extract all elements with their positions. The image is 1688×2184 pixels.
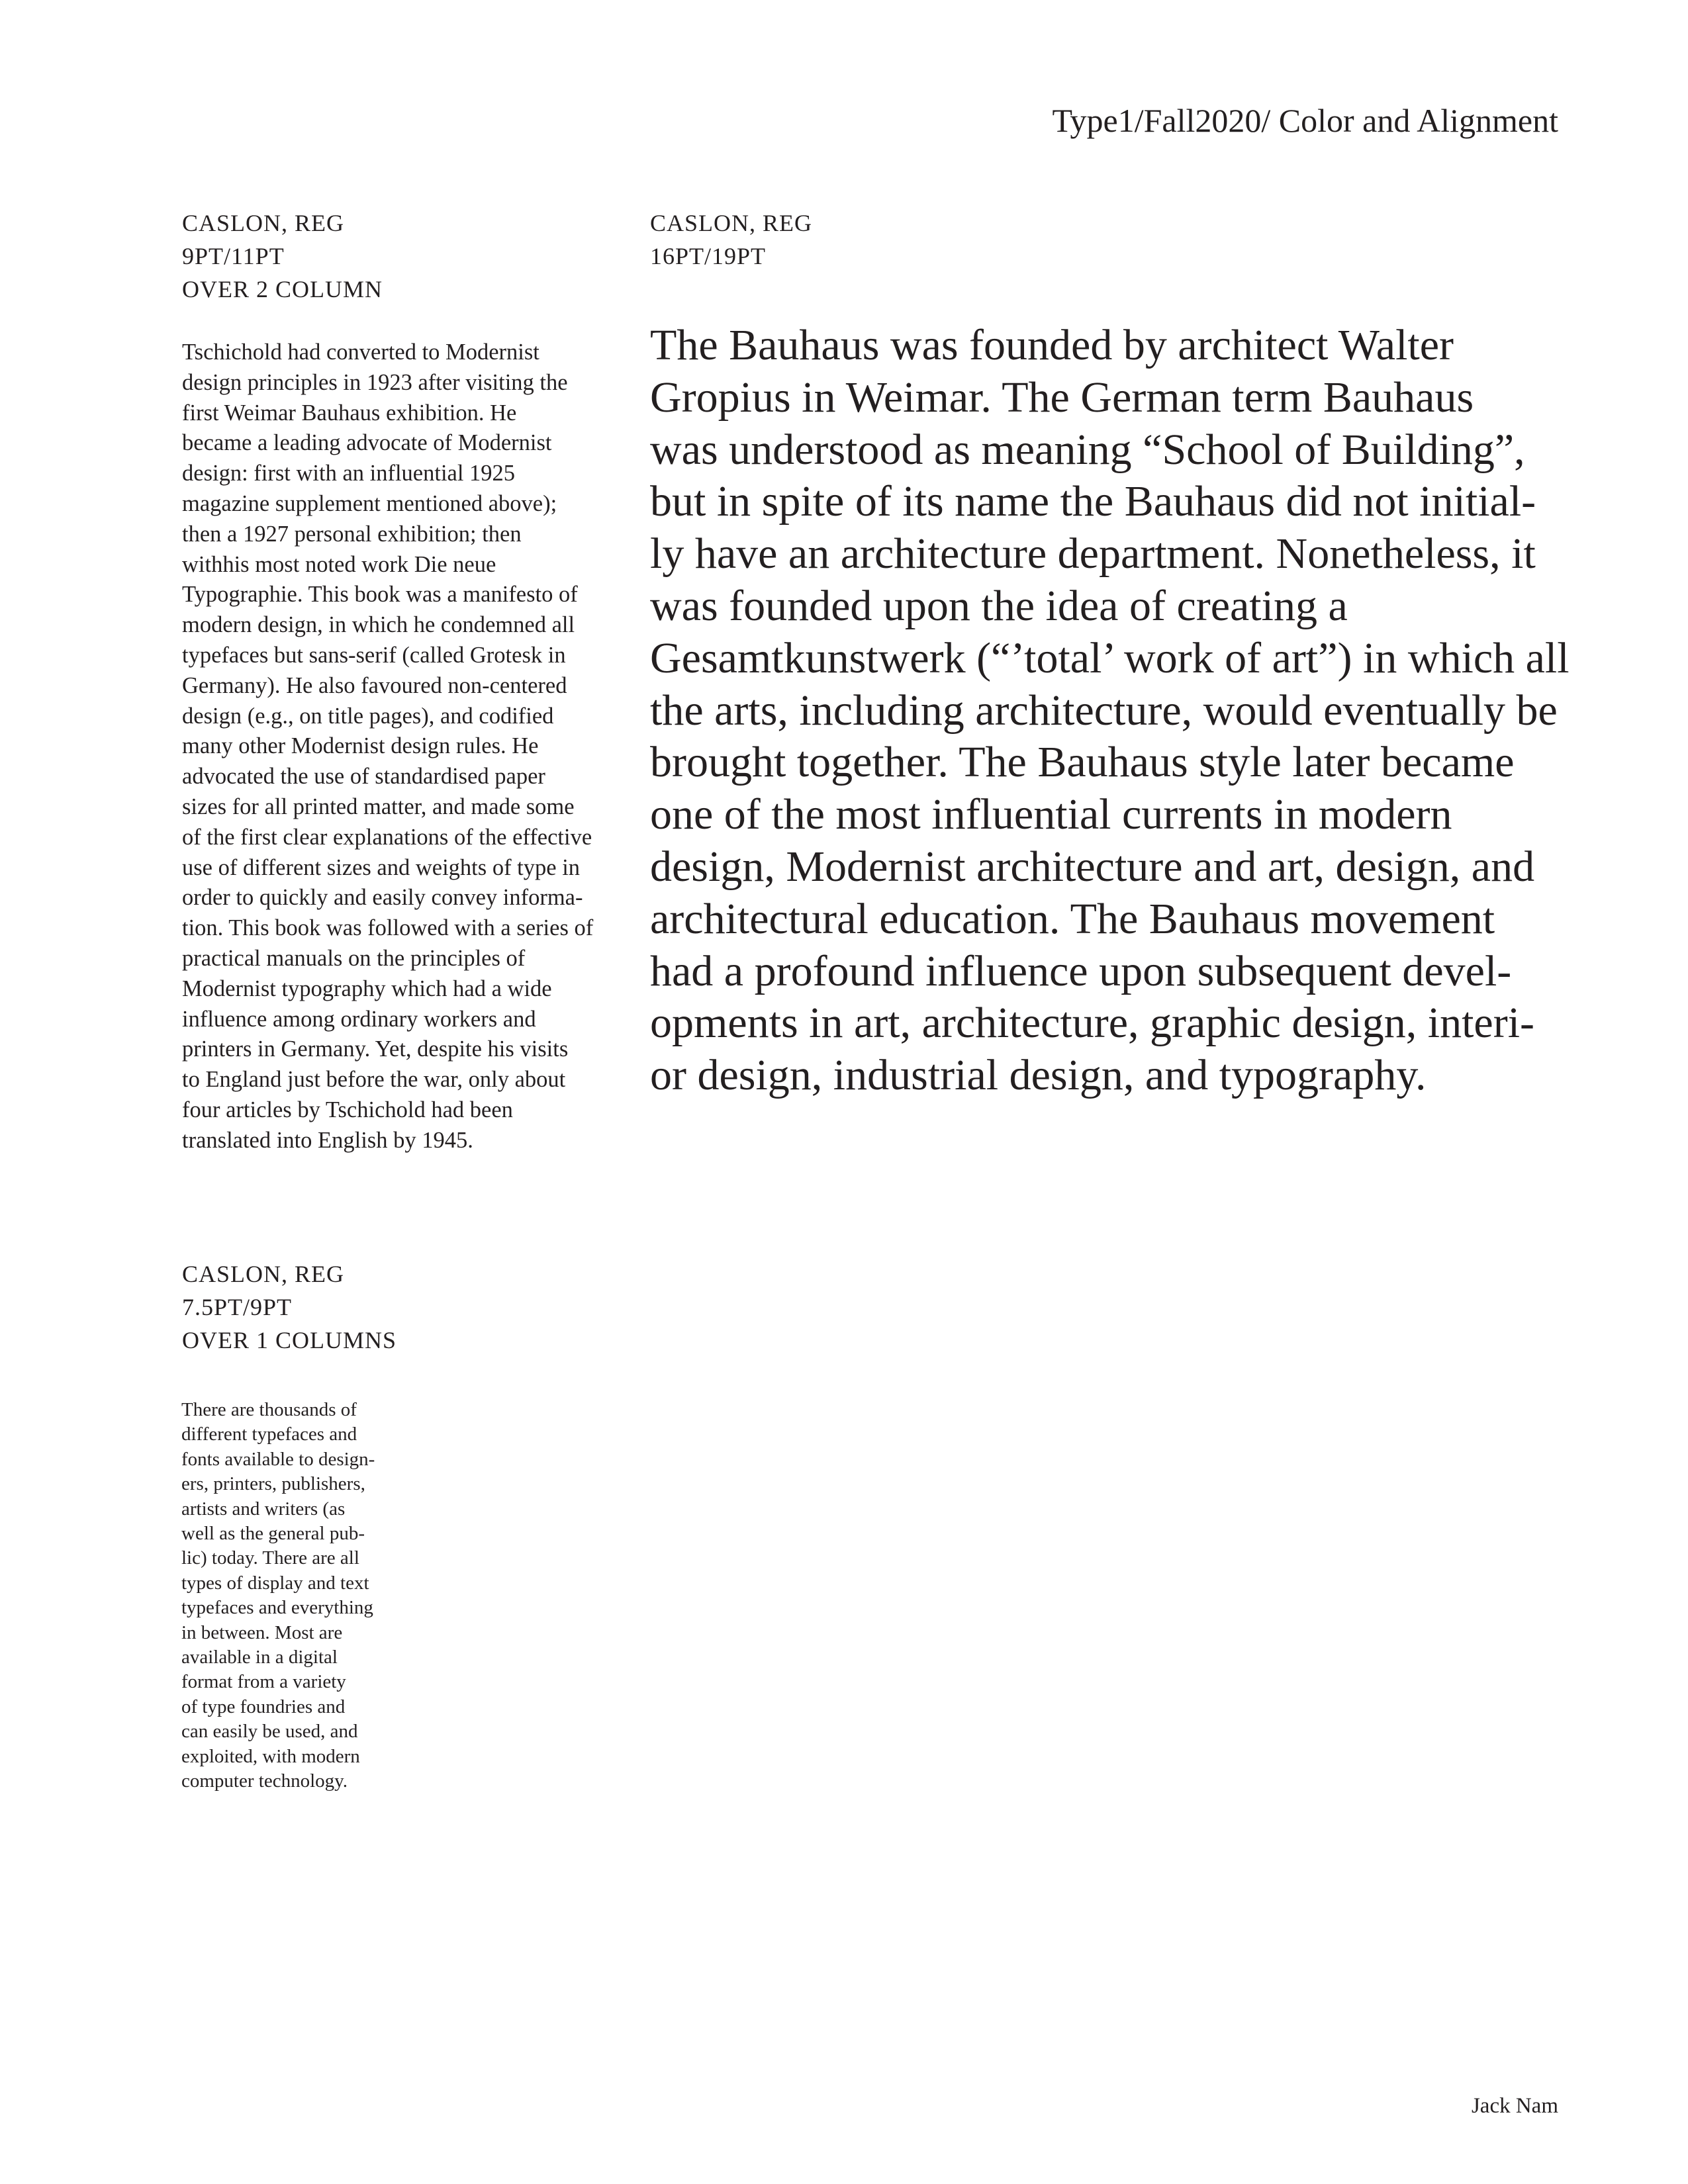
spec-size: 9PT/11PT bbox=[182, 243, 285, 269]
spec-font: CASLON, REG bbox=[182, 1261, 345, 1287]
spec-size: 7.5PT/9PT bbox=[182, 1294, 293, 1320]
page-header-title: Type1/Fall2020/ Color and Alignment bbox=[1052, 102, 1558, 139]
spec-columns: OVER 1 COLUMNS bbox=[182, 1327, 397, 1353]
tschichold-paragraph: Tschichold had converted to Modernist design principles in 1923 after visiting the first Weimar Bauhaus exhibition. He became a leading advocate of Modernist design: first with an influential 1925 magazine supplement mentioned above); then a 1927 personal exhibition; then withhis most noted work Die neue Typographie. This book was a manifesto of modern design, in which he condemned all typefaces but sans-serif (called Grotesk in Germany). He also favoured non-centered design (e.g., on title pages), and codified many other Modernist design rules. He advocated the use of standardised paper sizes for all printed matter, and made some of the first clear explanations of the effective use of different sizes and weights of type in order to quickly and easily convey informa- tion. This book was followed with a series of practical manuals on the principles of Modernist typography which had a wide influence among ordinary workers and printers in Germany. Yet, despite his visits to England just before the war, only about four articles by Tschichold had been translated into English by 1945. bbox=[182, 340, 594, 1153]
spec-font: CASLON, REG bbox=[650, 210, 813, 236]
bauhaus-paragraph: The Bauhaus was founded by architect Walter Gropius in Weimar. The German term Bauhaus was understood as meaning “School of Building”, but in spite of its name the Bauhaus did not initial- ly have an architecture department. Nonetheless, it was founded upon the idea of creating a Gesamtkunstwerk (“’total’ work of art”) in which all the arts, including architecture, would eventually be brought together. The Bauhaus style later became one of the most influential currents in modern design, Modernist architecture and art, design, and architectural education. The Bauhaus movement had a profound influence upon subsequent devel- opments in art, architecture, graphic design, interi- or design, industrial design, and typography. bbox=[650, 321, 1570, 1100]
spec-size: 16PT/19PT bbox=[650, 243, 767, 269]
type-spec-9pt bbox=[182, 206, 383, 306]
author-name: Jack Nam bbox=[1471, 2094, 1558, 2118]
spec-font: CASLON, REG bbox=[182, 210, 345, 236]
spec-columns: OVER 2 COLUMN bbox=[182, 276, 383, 302]
type-spec-7-5pt bbox=[182, 1257, 397, 1357]
typefaces-paragraph: There are thousands of different typefaces and fonts available to design- ers, printers, publishers, artists and writers (as well as the general pub- lic) today. There are all types of display and text typefaces and everything in between. Most are available in a digital format from a variety of type foundries and can easily be used, and exploited, with modern computer technology. bbox=[181, 1399, 375, 1792]
type-spec-16pt bbox=[650, 206, 812, 273]
